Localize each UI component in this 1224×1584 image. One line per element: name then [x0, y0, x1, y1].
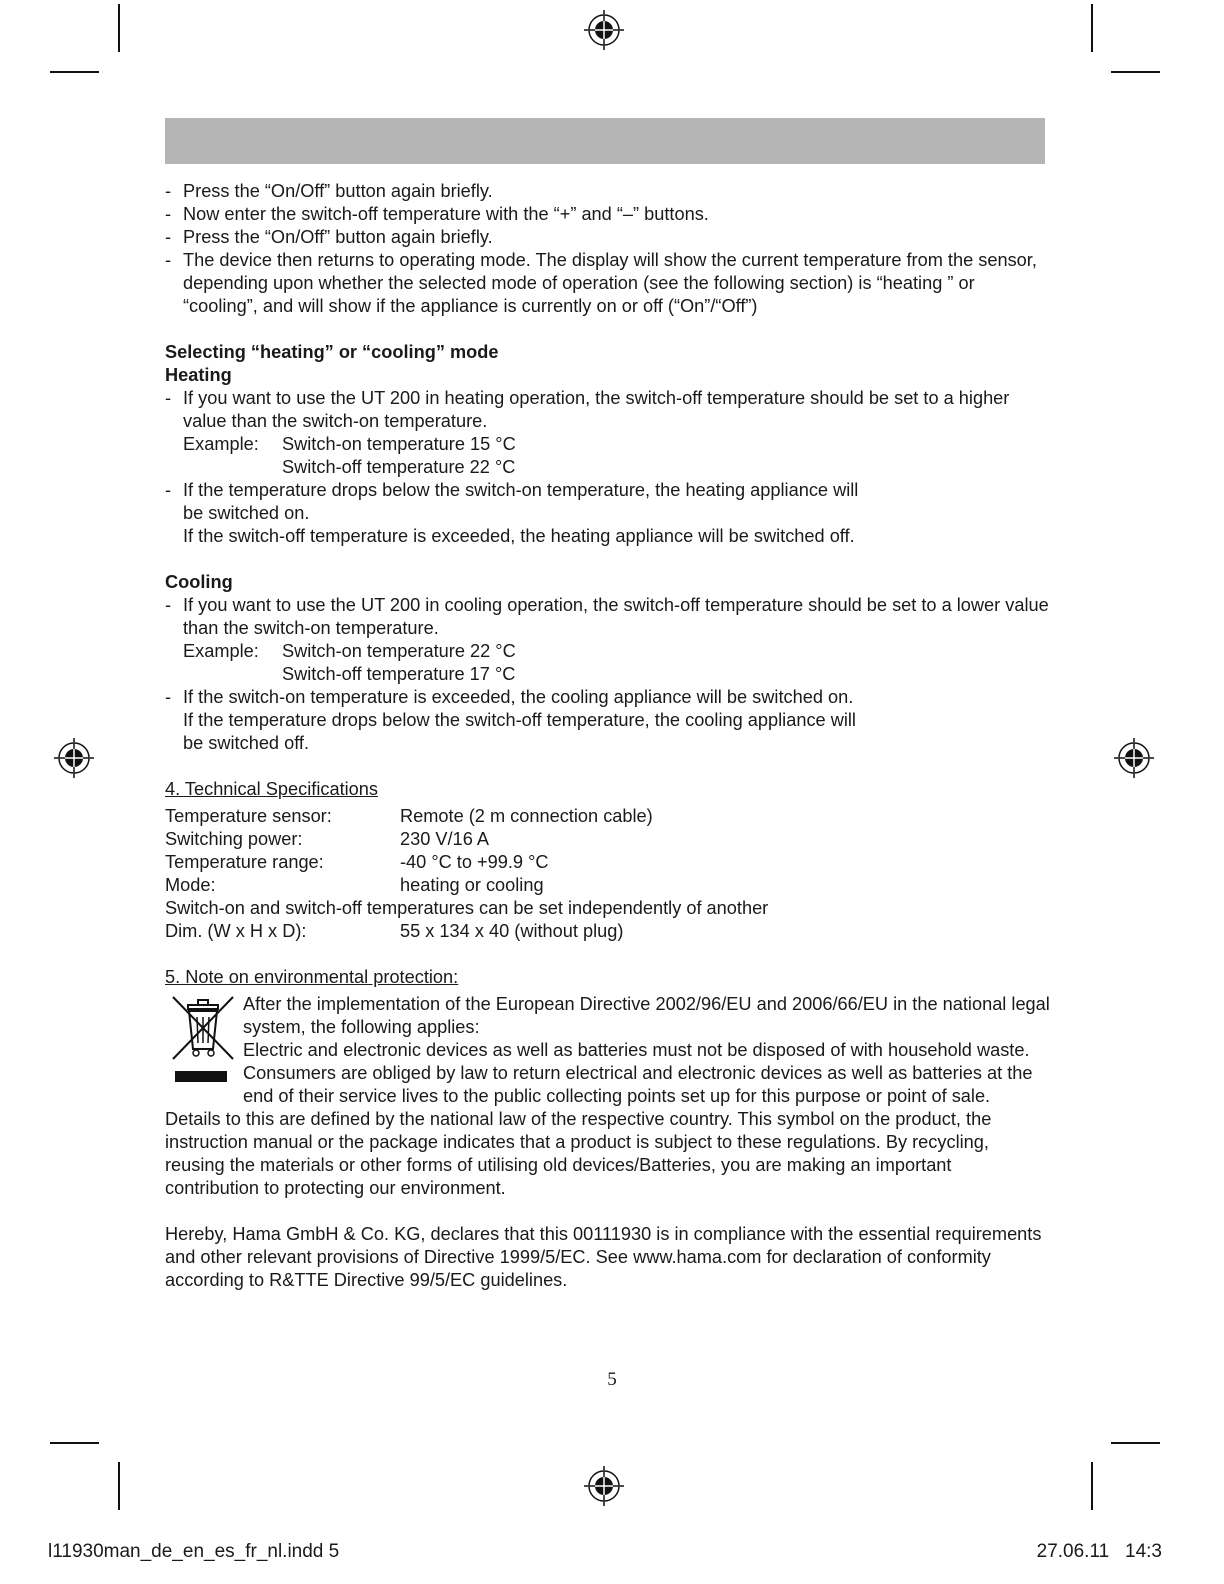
crop-mark — [1091, 1462, 1093, 1510]
list-item: - Press the “On/Off” button again briefly. — [165, 226, 1050, 249]
header-band — [165, 118, 1045, 164]
slug-file: l11930man_de_en_es_fr_nl.indd 5 — [48, 1541, 340, 1562]
environment-title: 5. Note on environmental protection: — [165, 967, 459, 987]
mode-section-title: Selecting “heating” or “cooling” mode — [165, 342, 499, 362]
example-label: Example: — [183, 641, 259, 661]
crop-mark — [50, 1442, 99, 1444]
list-item: - If the temperature drops below the switch-on temperature, the heating appliance will — [165, 479, 1050, 502]
example-label: Example: — [183, 434, 259, 454]
slug-date: 27.06.11 14:3 — [1036, 1541, 1162, 1562]
spec-row — [165, 851, 1050, 874]
crop-mark — [1091, 4, 1093, 52]
heating-example — [165, 433, 1050, 456]
example-value: Switch-off temperature 22 °C — [282, 457, 516, 477]
spec-row — [165, 828, 1050, 851]
heating-example — [165, 456, 1050, 479]
crop-mark — [1111, 1442, 1160, 1444]
registration-mark-icon — [584, 10, 624, 50]
list-item-continuation: If the temperature drops below the switch-off temperature, the cooling appliance will — [183, 710, 856, 730]
crop-mark — [1111, 71, 1160, 73]
registration-mark-icon — [54, 738, 94, 778]
list-item-continuation: If the switch-off temperature is exceeded, the heating appliance will be switched off. — [183, 526, 855, 546]
tech-specs-title: 4. Technical Specifications — [165, 779, 378, 799]
environment-block — [165, 993, 1050, 1200]
spec-label: Mode: — [165, 875, 216, 895]
registration-mark-icon — [584, 1466, 624, 1506]
list-item-continuation: be switched off. — [183, 733, 310, 753]
spec-label: Switching power: — [165, 829, 303, 849]
spec-value: 55 x 134 x 40 (without plug) — [400, 921, 624, 941]
spec-row — [165, 874, 1050, 897]
spec-note: Switch-on and switch-off temperatures can be set independently of another — [165, 898, 769, 918]
crop-mark — [118, 1462, 120, 1510]
heating-title: Heating — [165, 365, 232, 385]
spec-value: Remote (2 m connection cable) — [400, 806, 653, 826]
page-content — [165, 180, 1050, 1292]
environment-para-2: Electric and electronic devices as well as batteries must not be disposed of with household waste. Consumers are obliged by law to return electrical and electronic devices as well as batteries at the end of their service lives to the public collecting points set up for this purpose or point of sale. Details to this are defined by the national law of the respective country. This symbol on the product, the instruction manual or the package indicates that a product is subject to these regulations. By recycling, reusing the materials or other forms of utilising old devices/Batteries, you are making an important contribution to protecting our environment. — [165, 1040, 1033, 1198]
list-item: - Now enter the switch-off temperature with the “+” and “–” buttons. — [165, 203, 1050, 226]
list-item: - If you want to use the UT 200 in cooling operation, the switch-off temperature should be set to a lower value than the switch-on temperature. — [165, 594, 1050, 640]
example-value: Switch-on temperature 15 °C — [282, 434, 516, 454]
list-item: - Press the “On/Off” button again briefly. — [165, 180, 1050, 203]
spec-label: Temperature range: — [165, 852, 324, 872]
spec-label: Dim. (W x H x D): — [165, 921, 307, 941]
list-item-continuation: be switched on. — [183, 503, 310, 523]
crop-mark — [118, 4, 120, 52]
example-value: Switch-on temperature 22 °C — [282, 641, 516, 661]
example-value: Switch-off temperature 17 °C — [282, 664, 516, 684]
spec-value: -40 °C to +99.9 °C — [400, 852, 549, 872]
crop-mark — [50, 71, 99, 73]
environment-para-1: After the implementation of the European Directive 2002/96/EU and 2006/66/EU in the national legal system, the following applies: — [243, 994, 1050, 1037]
list-item: - The device then returns to operating mode. The display will show the current temperature from the sensor, depending upon whether the selected mode of operation (see the following section) is “heating ” or “cooling”, and will show if the appliance is currently on or off (“On”/“Off”) — [165, 249, 1050, 318]
declaration: Hereby, Hama GmbH & Co. KG, declares that this 00111930 is in compliance with the essential requirements and other relevant provisions of Directive 1999/5/EC. See www.hama.com for declaration of conformity according to R&TTE Directive 99/5/EC guidelines. — [165, 1224, 1042, 1290]
cooling-example — [165, 663, 1050, 686]
list-item: - If you want to use the UT 200 in heating operation, the switch-off temperature should be set to a higher value than the switch-on temperature. — [165, 387, 1050, 433]
spec-label: Temperature sensor: — [165, 806, 332, 826]
cooling-example — [165, 640, 1050, 663]
spec-value: 230 V/16 A — [400, 829, 489, 849]
spec-value: heating or cooling — [400, 875, 544, 895]
cooling-title: Cooling — [165, 572, 233, 592]
crossed-out-bin-icon — [165, 993, 243, 1093]
spec-row — [165, 920, 1050, 943]
list-item: - If the switch-on temperature is exceeded, the cooling appliance will be switched on. — [165, 686, 1050, 709]
spec-row — [165, 805, 1050, 828]
registration-mark-icon — [1114, 738, 1154, 778]
page-number: 5 — [607, 1369, 617, 1390]
